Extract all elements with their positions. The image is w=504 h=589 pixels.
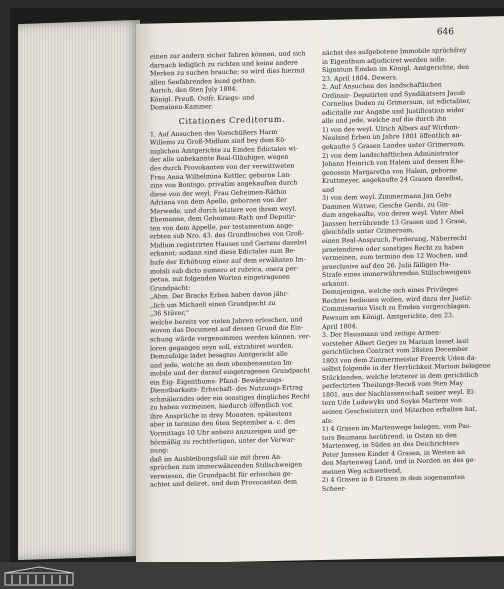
page-number: 646 xyxy=(436,27,454,38)
text-line: gleichfalls unter Grimersum, xyxy=(322,227,415,237)
left-intro-block xyxy=(150,50,314,113)
text-line: welche bereits vor vielen Jahren erloschen, und xyxy=(150,316,303,327)
text-line: hörmäßig zu rechtfertigen, unter der Verwar- xyxy=(150,436,296,447)
text-line: Willems zu Groß-Midlum sind bey dem Kö- xyxy=(150,137,287,147)
left-text-column xyxy=(150,50,314,490)
library-building-icon xyxy=(4,566,74,586)
text-line: praetendiren oder sonstiges Recht zu haben xyxy=(322,243,464,254)
text-line: Grundpacht: xyxy=(150,284,191,293)
text-line: Janssen herrührende 13 Grasen und 1 Grase, xyxy=(322,217,467,228)
text-line: Vormittags 10 Uhr anhero anzuzeigen und ge- xyxy=(150,427,298,438)
text-line: petua, mit folgenden Worten eingetragenen xyxy=(150,273,290,284)
text-line: vorsteher Albert Gerjes zu Marium lasset laut xyxy=(322,337,469,348)
text-line: Strafe eines immerwährenden Stillschweigens xyxy=(322,269,471,280)
text-line: allen Seefahrenden kund gethan. xyxy=(150,76,257,87)
text-line: tern Ude Ludewyks und Soyke Martens von xyxy=(322,397,462,408)
text-line: zu haben vermeinen, hiedurch öffentlich vor, xyxy=(150,401,294,412)
text-line: edicitalle zur Angabe und Justification wider xyxy=(322,106,465,117)
text-line: verwiesen, die Grundpacht für erloschen ge- xyxy=(150,470,293,481)
text-line: Johann Heinrich von Halem und dessen Ehe- xyxy=(322,158,466,169)
text-line: des durch Provokanten von der verwittweten xyxy=(150,162,295,173)
text-line: Merken zu suchen brauche; so wird dies hiermit xyxy=(150,67,305,78)
text-line: hufe der Erhöhung einer auf dem erwähnten Im- xyxy=(150,256,306,267)
text-line: daß im Ausbleibungsfall sie mit ihren An- xyxy=(150,453,283,464)
text-line: Midlum registrirten Hauses und Gartens dasebst xyxy=(150,239,307,250)
text-line: Peter Janssen Kinder 4 Grasen, in Westen an xyxy=(322,448,466,459)
page-edges-stack xyxy=(18,20,140,560)
text-line: 1803 von dem Zimmermeister Freerck Uden da- xyxy=(322,354,477,365)
text-line: den Martenweg Land, und in Norden an des ge- xyxy=(322,456,476,468)
text-line: 2. Auf Ansuchen des landschaftlichen xyxy=(322,81,442,92)
text-line: als: xyxy=(322,417,334,425)
text-line: 3. Der Hausmann und zeitige Armen- xyxy=(322,329,442,340)
text-line: tors Baumann herührend, in Osten an den xyxy=(322,431,457,442)
text-line: „36 Stüver,“ xyxy=(150,310,189,318)
right-text-column xyxy=(322,46,500,494)
right-body-block xyxy=(322,46,500,494)
text-line: 23. April 1804. Dewers. xyxy=(322,74,398,83)
text-line: Scheer- xyxy=(322,485,347,493)
text-line: achtet und deliret, und dem Provocanten dem xyxy=(150,478,297,489)
text-line: nächst das aufgebotene Immobile sprüchfrey xyxy=(322,46,467,57)
text-line: ten von dem Appelle, per testamentum ange- xyxy=(150,222,295,233)
section-heading: Citationes Creditorum. xyxy=(178,114,286,126)
text-line: Ehemanne, dem Geheimen-Rath und Deputir- xyxy=(150,213,297,224)
text-line: selbst folgende in der Herrlichkeit Marium belegene xyxy=(322,362,491,374)
text-line: Domainen-Kammer. xyxy=(150,103,213,112)
text-line: meinen Weg schwettend, xyxy=(322,467,403,476)
viewer-footer-bar xyxy=(0,562,504,589)
text-line: Martenweg, in Süden an des Deichrichters xyxy=(322,440,460,451)
text-line: schung würde vorgenommen werden können, ver- xyxy=(150,333,311,344)
text-line: nung: xyxy=(150,447,169,455)
text-line: erkannt. xyxy=(322,280,349,288)
text-line: erkannt; sodann sind diese Edictales zum Be- xyxy=(150,248,296,259)
text-line: einen Real-Anspruch, Forderung, Näherrecht xyxy=(322,234,468,245)
text-line: Frau Anna Wilhelmina Kettler, geborne Lan- xyxy=(150,171,292,182)
text-line: gekaufte 5 Grasen Landes unter Grimersum, xyxy=(322,140,466,151)
text-line: Königl. Preuß. Ostfr. Kriegs- und xyxy=(150,94,255,104)
text-line: einen zur andern sicher fahren können, und sich xyxy=(150,50,306,61)
text-line: 2) von dem landschaftlichen Administrator xyxy=(322,149,459,160)
text-line: April 1804. xyxy=(322,322,358,331)
text-line: Merwede, und durch letztere von ihrem weyl. xyxy=(150,205,297,216)
text-line: ein Eig- Eigenthums- Pfand- Bewährungs- xyxy=(150,376,284,387)
text-line: schmälerndes oder ein sonstiges dingliches Recht xyxy=(150,392,310,404)
text-line: praeclusive auf den 26. Julii fälligen Ha- xyxy=(322,260,451,271)
text-line: Commissarius Visch zu Emden vorgeschlagen. xyxy=(322,303,471,314)
text-line: Rechtes bedienen wollen, wird dazu der Justiz- xyxy=(322,294,473,305)
text-line: aber in termino den 6ten September a. c. des xyxy=(150,418,296,429)
left-body-block xyxy=(150,128,314,490)
text-line: perfectirten Theilungs-Receß vom 9ten May xyxy=(322,380,464,391)
text-line: „Abm. Der Bracks Erben haben davon jähr- xyxy=(150,290,289,301)
text-line: loren gegangen seyn soll, extrahiret worden. xyxy=(150,342,294,353)
text-line: der alle unbekannte Real-Gläubiger, wegen xyxy=(150,154,289,165)
text-line: seinen Geschwistern und Miterben erhalten hat, xyxy=(322,405,478,416)
text-line: niglichen Amtgerichte zu Emden Edictales wi- xyxy=(150,145,298,156)
text-line: mobile und der darauf eingetragenen Grundpacht xyxy=(150,367,310,378)
text-line: in Eigenthum adjudiciret werden solle. xyxy=(322,55,447,66)
text-line: 1801, aus der Nachlassenschaft seiner weyl. El- xyxy=(322,388,476,399)
text-line: Kruttmeyer, angekaufte 24 Grasen daselbst, xyxy=(322,175,464,186)
text-line: 1) 4 Grasen im Martenwege belegen, vom Pas- xyxy=(322,422,472,434)
text-line: wovon das Document auf dessen Grund die Ein- xyxy=(150,324,304,335)
text-line: 1) von des weyl. Ulrich Albers auf Wirdum- xyxy=(322,123,460,134)
text-line: diese von der weyl. Frau Geheimen-Räthin xyxy=(150,188,287,199)
text-line: Dammen Wittwe, Gesche Gerds, zu Gin- xyxy=(322,201,451,211)
text-line: Pewsum am Königl. Amtgerichte, den 23. xyxy=(322,312,455,322)
book-page xyxy=(136,16,504,564)
text-line: Ordinair- Deputirten und Syndikatsers Jacob xyxy=(322,89,465,100)
text-line: alle und jede, welche auf die durch ihn xyxy=(322,115,447,126)
text-line: erbten sub Nro. 43. des Grundbuches von Groß- xyxy=(150,230,304,241)
text-line: 2) 4 Grasen in 8 Grasen in dem sogenannten xyxy=(322,474,465,485)
text-line: und xyxy=(322,186,335,194)
text-line: Neuland Erben im Jahre 1801 öffentlich an- xyxy=(322,132,462,143)
text-line: mobili sub dicto numero et rubrica, onera per- xyxy=(150,265,299,276)
text-line: Signatum Emden im Königl. Amtgerichte, den xyxy=(322,63,470,75)
text-line: ihre Ansprüche in drey Monaten, spätestens xyxy=(150,410,292,421)
text-line: genossin Margaretha von Halem, geborne xyxy=(322,166,457,177)
text-line: gerichtlichen Contract vom 28sten December xyxy=(322,346,468,357)
text-line: „lich um Michaeli einen Grundpacht zu xyxy=(150,299,276,310)
text-line: zins von Bontsgo, privatim angekauften durch xyxy=(150,179,298,190)
text-line: Adriana von dem Apelle, gebornen von der xyxy=(150,196,287,207)
text-line: 1. Auf Ansuchen des Vorschüßers Harm xyxy=(150,128,278,139)
text-line: darnach lediglich zu richten und keine andere xyxy=(150,59,298,70)
text-line: Demzufolge ladet besagtes Amtgericht alle xyxy=(150,350,288,361)
text-line: Stücklanden, welche letzterer in dem gerichtlich xyxy=(322,371,479,382)
text-line: Demnjenigen, welche sich eines Privileges xyxy=(322,286,458,297)
text-line: dum angekaufte, von deren weyl. Vater Abel xyxy=(322,209,464,220)
text-line: Aurich, den 6ten July 1804. xyxy=(150,85,238,95)
text-line: und jede, welche an dem obenbenannten Im- xyxy=(150,359,294,370)
text-line: vermeinen, zum termino den 12 Wochen, und xyxy=(322,252,468,263)
text-line: Cornelius Doden zu Grimersum, ist edictaliter, xyxy=(322,98,471,109)
text-line: sprüchen zum immerwährenden Stillschweigen xyxy=(150,461,303,472)
text-line: 3) von dem weyl. Zimmermann Jan Gebs xyxy=(322,192,452,203)
text-line: Dienstbarkeits- Erbschaft- des Nutzungs-Ertrag xyxy=(150,384,303,395)
